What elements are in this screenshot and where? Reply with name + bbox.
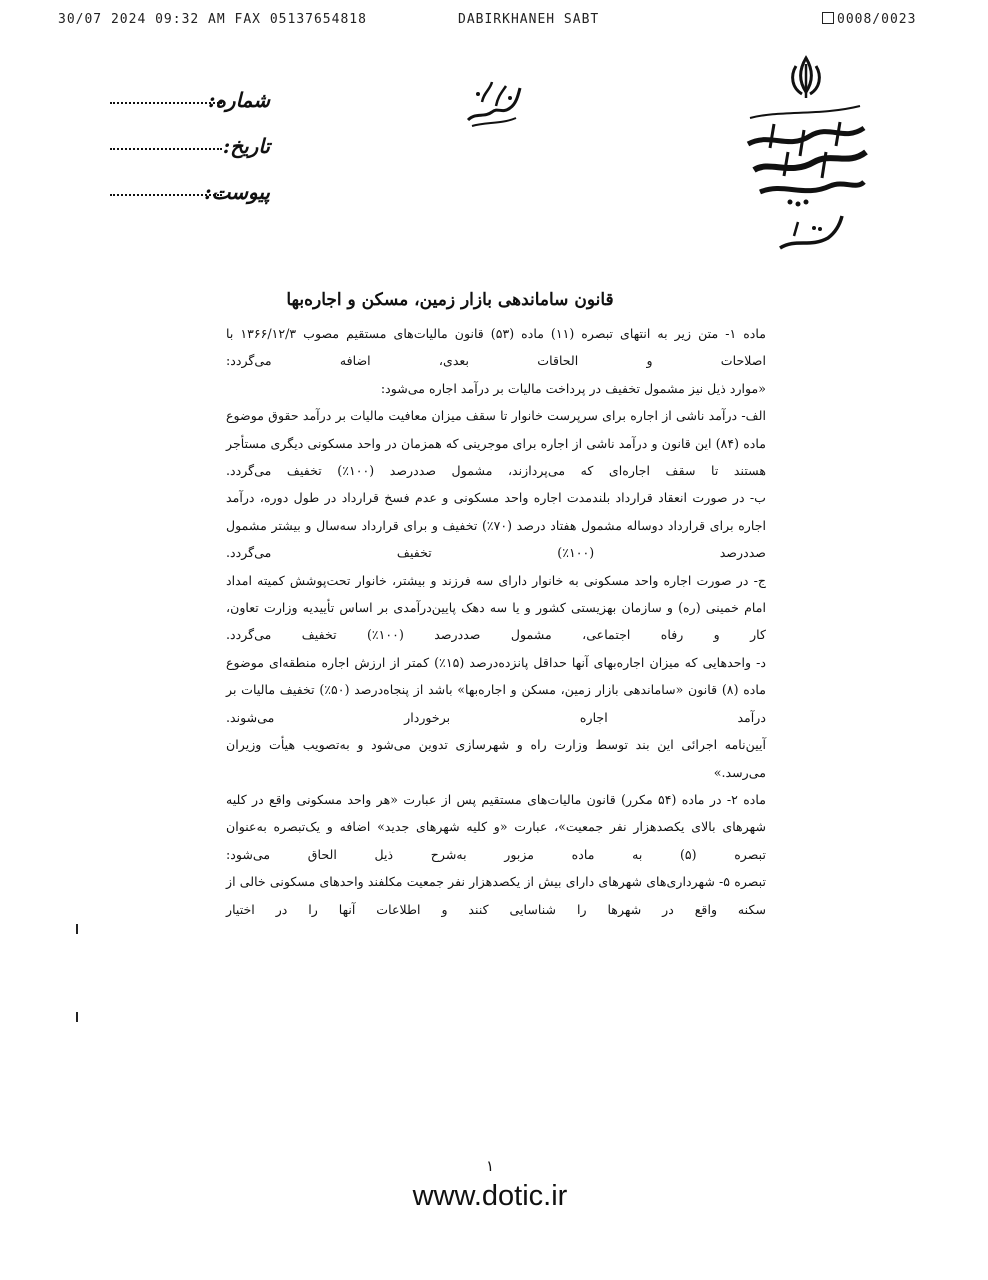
calligraphy-icon [462, 72, 526, 132]
field-attachment [100, 180, 270, 226]
paragraph-alef: الف- درآمد ناشی از اجاره برای سرپرست خانوار تا سقف میزان معافیت مالیات بر درآمد حقوق موضوع ماده (۸۴) این قانون و درآمد ناشی از اجاره برای موجرینی که همزمان در واحد مسکونی دیگری مستأجر هستند تا سقف اجاره‌ای که می‌پردازند، مشمول صددرصد (۱۰۰٪) تخفیف می‌گردد. [226, 408, 766, 479]
fax-page-count [822, 12, 916, 27]
fax-checkbox-icon [822, 12, 834, 24]
paragraph-be: ب- در صورت انعقاد قرارداد بلندمدت اجاره واحد مسکونی و عدم فسخ قرارداد در طول دوره، درآمد اجاره برای قرارداد دوساله مشمول هفتاد درصد (۷۰٪) تخفیف و برای قرارداد سه‌سال و بیشتر مشمول صددرصد (۱۰۰٪) تخفیف می‌گردد. [226, 490, 766, 561]
fax-page-count-text: 0008/0023 [837, 12, 917, 27]
paragraph-jim: ج- در صورت اجاره واحد مسکونی به خانوار دارای سه فرزند و بیشتر، خانوار تحت‌پوشش کمیته امداد امام خمینی (ره) و سازمان بهزیستی کشور و یا سه دهک پایین‌درآمدی بر اساس تأییدیه وزارت تعاون، کار و رفاه اجتماعی، مشمول صددرصد (۱۰۰٪) تخفیف می‌گردد. [226, 572, 766, 643]
basmele-logo [462, 72, 526, 136]
paragraph-article-2: ماده ۲- در ماده (۵۴ مکرر) قانون مالیات‌های مستقیم پس از عبارت «هر واحد مسکونی واقع در کلیه شهرهای بالای یکصدهزار نفر جمعیت»، عبارت «و کلیه شهرهای جدید» اضافه و یک‌تبصره به‌عنوان تبصره (۵) به ماده مزبور به‌شرح ذیل الحاق می‌شود: [226, 791, 766, 862]
field-date-line [110, 148, 222, 150]
field-number-label: شماره: [208, 88, 270, 112]
field-date-label: تاریخ: [222, 134, 270, 158]
field-number-line [110, 102, 222, 104]
page-number: ۱ [485, 1157, 495, 1175]
field-date [100, 134, 270, 180]
document-body [226, 320, 766, 923]
field-attachment-line [110, 194, 222, 196]
fax-sender: DABIRKHANEH SABT [458, 12, 600, 27]
margin-mark [76, 924, 78, 934]
field-attachment-label: پیوست: [204, 180, 270, 204]
fax-header [0, 8, 988, 32]
margin-mark [76, 1012, 78, 1022]
paragraph-article-1: ماده ۱- متن زیر به انتهای تبصره (۱۱) ماده (۵۳) قانون مالیات‌های مستقیم مصوب ۱۳۶۶/۱۲/۳ با اصلاحات و الحاقات بعدی، اضافه می‌گردد: [226, 326, 766, 369]
parliament-seal-icon [740, 52, 870, 262]
paragraph-dal: د- واحدهایی که میزان اجاره‌بهای آنها حداقل پانزده‌درصد (۱۵٪) کمتر از ارزش اجاره منطقه‌ای موضوع ماده (۸) قانون «ساماندهی بازار زمین، مسکن و اجاره‌بها» باشد از پنجاه‌درصد (۵۰٪) تخفیف مالیات بر درآمد اجاره برخوردار می‌شوند. [226, 654, 766, 725]
field-number [100, 88, 270, 134]
document-title: قانون ساماندهی بازار زمین، مسکن و اجاره‌بها [286, 290, 614, 310]
paragraph-bylaw: آیین‌نامه اجرائی این بند توسط وزارت راه و شهرسازی تدوین می‌شود و به‌تصویب هیأت وزیران می‌رسد.» [226, 737, 766, 780]
fax-timestamp: 30/07 2024 09:32 AM FAX 05137654818 [58, 12, 367, 27]
paragraph-note-5: تبصره ۵- شهرداری‌های شهرهای دارای بیش از یکصدهزار نفر جمعیت مکلفند واحدهای مسکونی خالی از سکنه واقع در شهرها را شناسایی کنند و اطلاعات آنها را در اختیار [226, 874, 766, 917]
parliament-emblem [740, 52, 870, 266]
letter-fields [100, 88, 270, 226]
website-url: www.dotic.ir [412, 1180, 568, 1212]
paragraph-intro: «موارد ذیل نیز مشمول تخفیف در پرداخت مالیات بر درآمد اجاره می‌شود: [380, 380, 766, 396]
